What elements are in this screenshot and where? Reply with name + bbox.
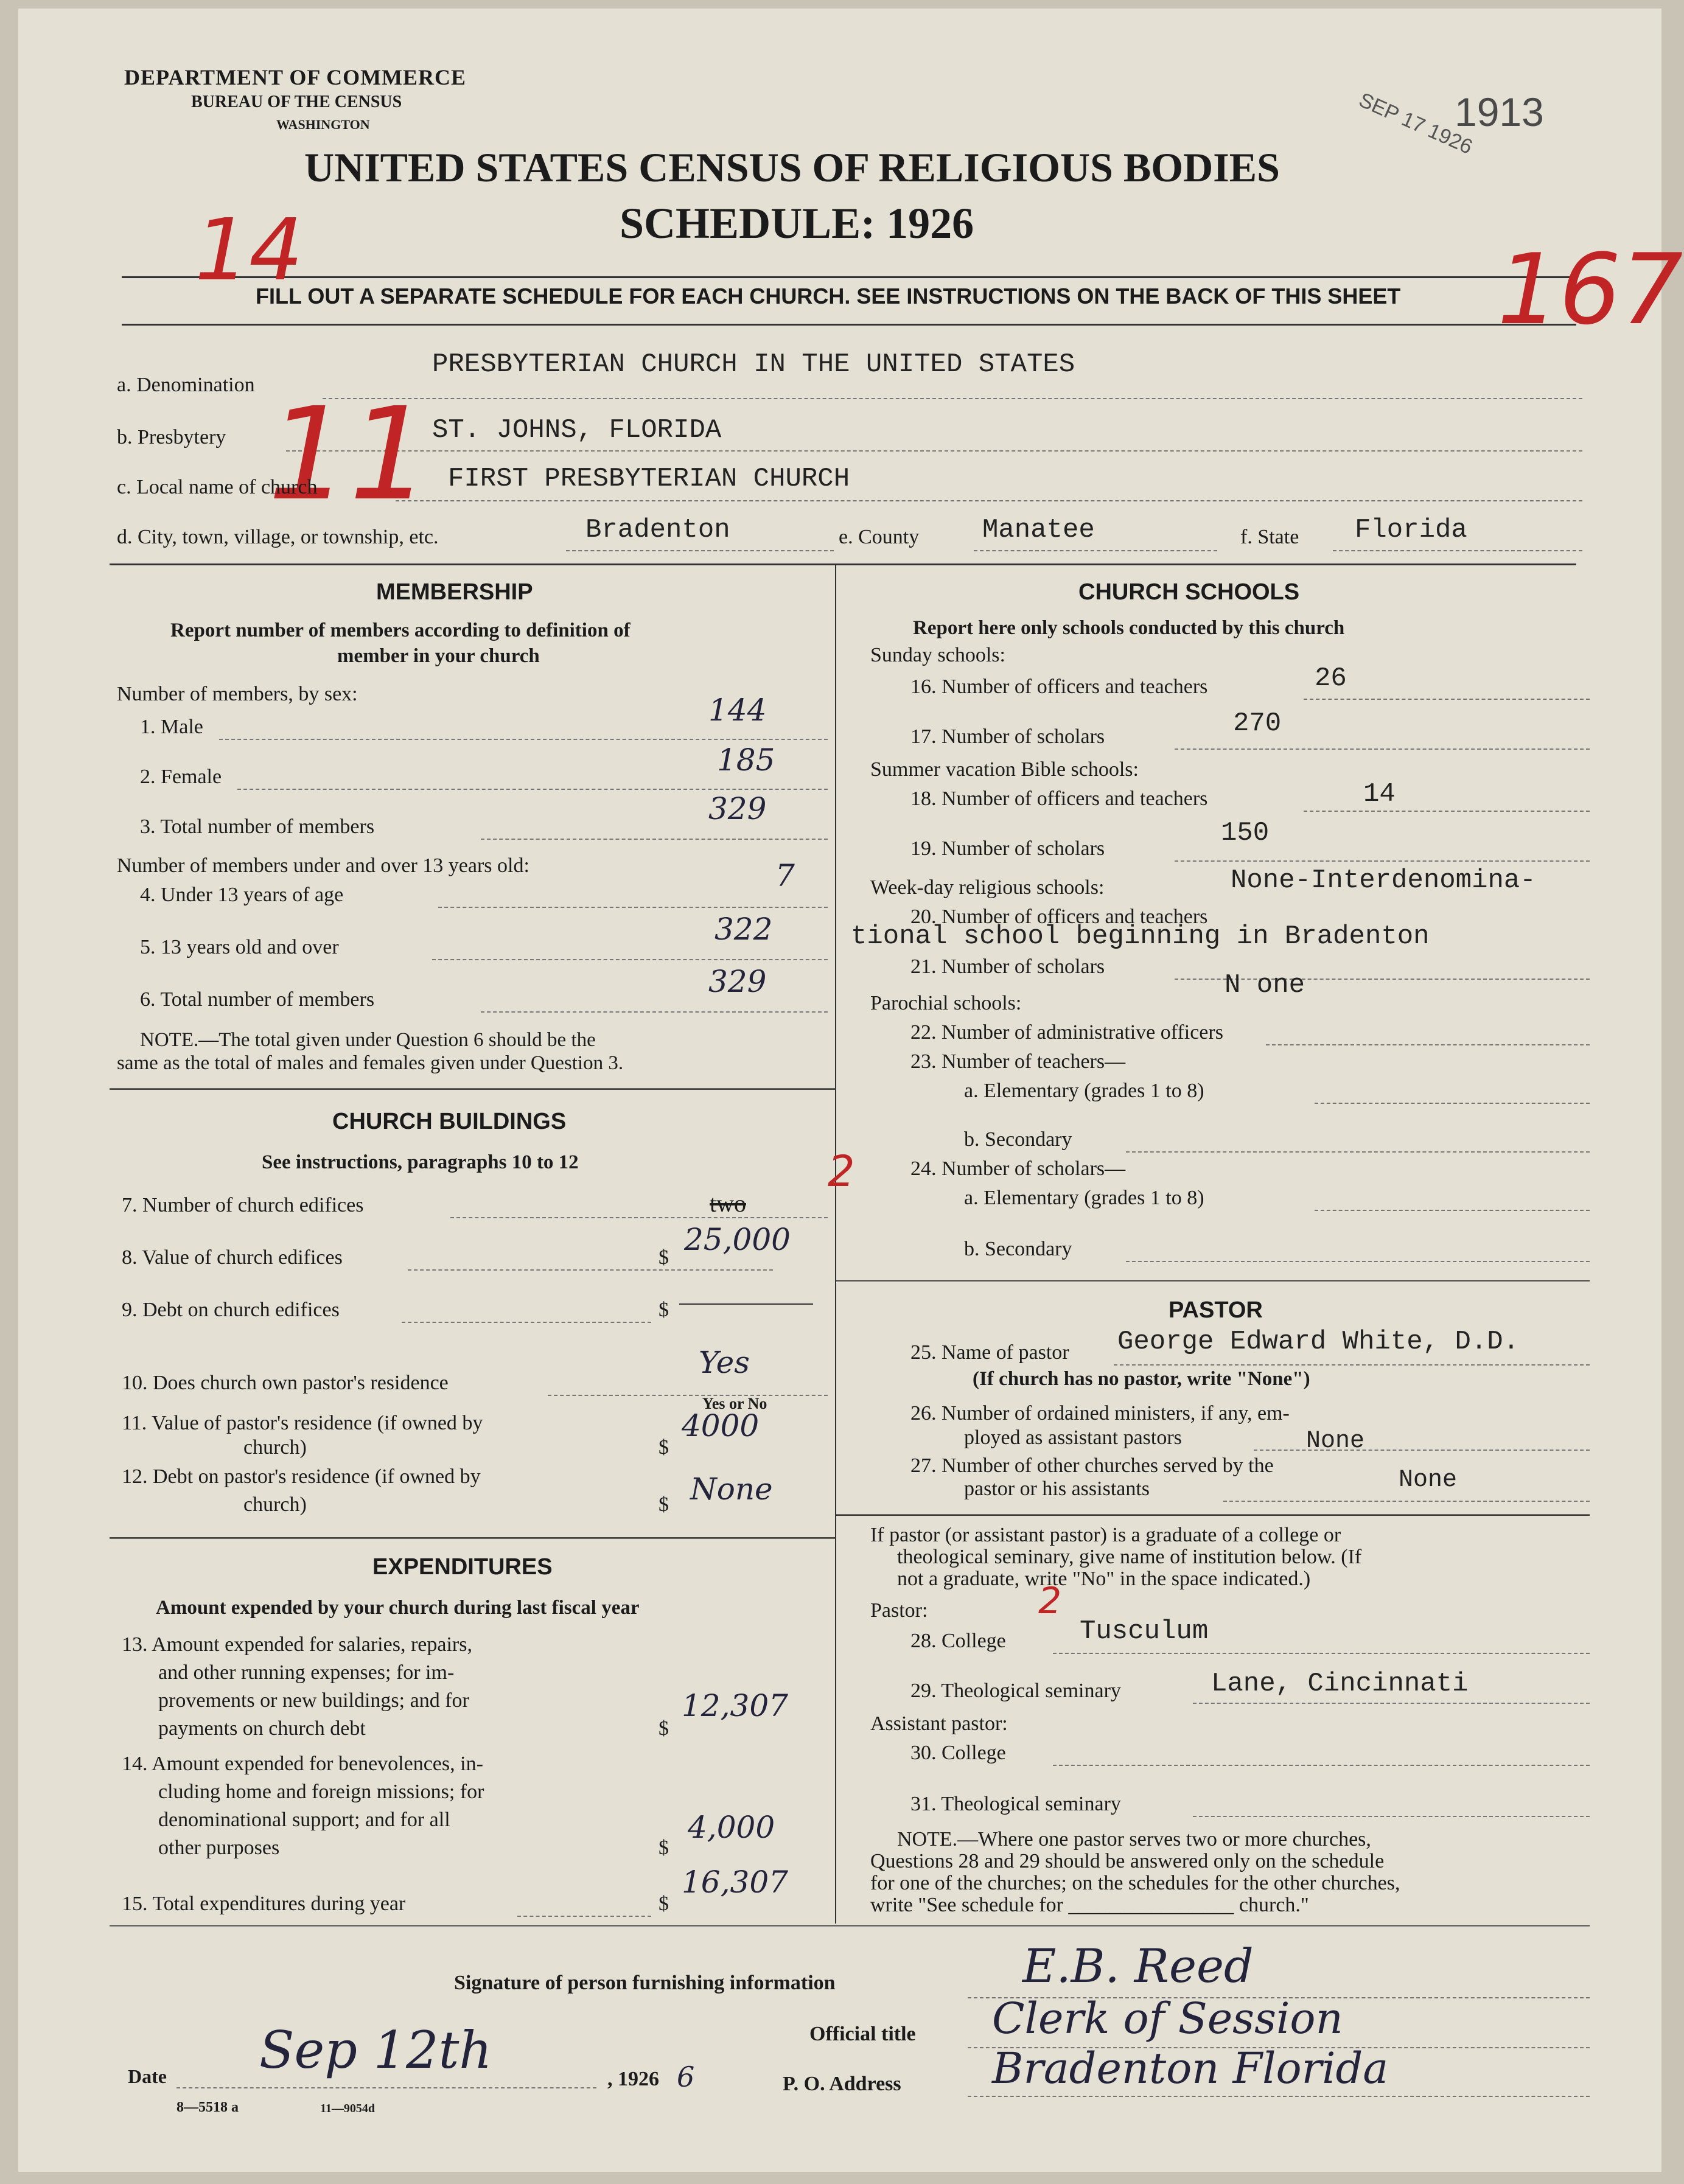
q8-value: 25,000 xyxy=(684,1222,791,1257)
form-number: 8—5518 a xyxy=(176,2099,239,2115)
q17-line xyxy=(1175,748,1590,750)
graduate-intro-1: If pastor (or assistant pastor) is a graduate of a college or xyxy=(870,1524,1341,1546)
q14-label-3: denominational support; and for all xyxy=(158,1809,450,1831)
pastor-heading: PASTOR xyxy=(1169,1297,1263,1323)
q11-label-2: church) xyxy=(243,1436,307,1459)
q27-line xyxy=(1223,1501,1590,1502)
schedule-title: SCHEDULE: 1926 xyxy=(620,199,974,248)
q26-line xyxy=(1254,1450,1590,1451)
q2-female-label: 2. Female xyxy=(140,766,222,788)
q4-under-13-value: 7 xyxy=(775,858,795,893)
q13-label-2: and other running expenses; for im- xyxy=(158,1661,455,1684)
q22-line xyxy=(1266,1044,1590,1045)
q2-line xyxy=(237,789,828,790)
q23-label: 23. Number of teachers— xyxy=(910,1050,1126,1073)
schools-rule xyxy=(835,1280,1590,1282)
q4-under-13-label: 4. Under 13 years of age xyxy=(140,884,344,906)
q14-label-2: cluding home and foreign missions; for xyxy=(158,1781,484,1803)
q21-label: 21. Number of scholars xyxy=(910,955,1105,978)
q4-line xyxy=(438,907,828,908)
bureau-city: WASHINGTON xyxy=(276,117,370,132)
q12-label-1: 12. Debt on pastor's residence (if owned by xyxy=(122,1465,481,1488)
q24b-label: b. Secondary xyxy=(964,1238,1072,1260)
q12-value: None xyxy=(690,1471,773,1507)
q15-value: 16,307 xyxy=(682,1865,788,1900)
pastor-note-4: write "See schedule for ________________ church." xyxy=(870,1894,1309,1916)
q18-label: 18. Number of officers and teachers xyxy=(910,787,1208,810)
denomination-value: PRESBYTERIAN CHURCH IN THE UNITED STATES xyxy=(432,349,1075,380)
print-number: 11—9054d xyxy=(320,2102,376,2115)
q11-value: 4000 xyxy=(682,1408,760,1443)
q10-residence-value: Yes xyxy=(699,1345,750,1380)
q6-total-value: 329 xyxy=(708,964,767,999)
q16-line xyxy=(1304,699,1590,700)
local-name-value: FIRST PRESBYTERIAN CHURCH xyxy=(448,464,850,494)
graduate-intro-3: not a graduate, write "No" in the space indicated.) xyxy=(897,1568,1311,1590)
q5-13-and-over-value: 322 xyxy=(714,912,773,947)
date-label: Date xyxy=(128,2065,167,2087)
red-annotation-right: 167 xyxy=(1497,232,1683,346)
q30-label: 30. College xyxy=(910,1742,1006,1764)
q19-line xyxy=(1175,860,1590,862)
pastor-note-3: for one of the churches; on the schedules for the other churches, xyxy=(870,1872,1400,1894)
q8-line xyxy=(408,1269,773,1271)
q25-value: George Edward White, D.D. xyxy=(1117,1327,1520,1357)
po-address-line xyxy=(968,2096,1590,2097)
signature-label: Signature of person furnishing information xyxy=(454,1972,836,1994)
expenditures-heading: EXPENDITURES xyxy=(372,1554,553,1580)
q16-value: 26 xyxy=(1315,663,1347,694)
q8-value-label: 8. Value of church edifices xyxy=(122,1246,343,1269)
date-value: Sep 12th xyxy=(259,2020,492,2080)
q14-dollar: $ xyxy=(659,1837,669,1859)
q17-value: 270 xyxy=(1233,708,1282,739)
graduate-intro-2: theological seminary, give name of institution below. (If xyxy=(897,1546,1362,1568)
q24b-line xyxy=(1126,1261,1590,1262)
official-title-label: Official title xyxy=(809,2023,916,2045)
q6-line xyxy=(481,1011,828,1013)
county-label: e. County xyxy=(839,526,920,548)
expenditures-intro: Amount expended by your church during last fiscal year xyxy=(156,1597,640,1619)
presbytery-label: b. Presbytery xyxy=(117,426,226,448)
q29-label: 29. Theological seminary xyxy=(910,1680,1121,1702)
membership-heading: MEMBERSHIP xyxy=(376,579,533,605)
q14-label-1: 14. Amount expended for benevolences, in- xyxy=(122,1753,483,1775)
q13-dollar: $ xyxy=(659,1717,669,1740)
membership-intro-2: member in your church xyxy=(337,645,540,667)
presbytery-line xyxy=(286,450,1582,452)
city-line xyxy=(566,550,834,551)
q7-struck-value: two xyxy=(710,1190,746,1217)
city-label: d. City, town, village, or township, etc. xyxy=(117,526,439,548)
q5-line xyxy=(432,959,828,960)
q9-debt-label: 9. Debt on church edifices xyxy=(122,1299,340,1321)
q6-total-label: 6. Total number of members xyxy=(140,988,375,1011)
q25-hint: (If church has no pastor, write "None") xyxy=(973,1368,1310,1390)
stamp-number: 1913 xyxy=(1455,89,1544,134)
official-title-value: Clerk of Session xyxy=(992,1994,1343,2043)
local-name-label: c. Local name of church xyxy=(117,476,318,498)
q22-label: 22. Number of administrative officers xyxy=(910,1021,1223,1044)
pastor-note-2: Questions 28 and 29 should be answered only on the schedule xyxy=(870,1850,1385,1872)
q3-line xyxy=(481,839,828,840)
q12-dollar: $ xyxy=(659,1493,669,1516)
membership-note-2: same as the total of males and females given under Question 3. xyxy=(117,1052,624,1074)
q27-label-2: pastor or his assistants xyxy=(964,1478,1150,1500)
q5-13-and-over-label: 5. 13 years old and over xyxy=(140,936,339,958)
presbytery-value: ST. JOHNS, FLORIDA xyxy=(432,415,722,445)
date-year-handwritten: 6 xyxy=(677,2060,695,2093)
q27-value: None xyxy=(1399,1467,1458,1494)
po-address-label: P. O. Address xyxy=(783,2073,901,2095)
q26-label-2: ployed as assistant pastors xyxy=(964,1426,1182,1449)
q23a-label: a. Elementary (grades 1 to 8) xyxy=(964,1080,1204,1102)
q15-dollar: $ xyxy=(659,1893,669,1915)
q9-dash-value xyxy=(679,1303,813,1305)
received-date-stamp: SEP 17 1926 xyxy=(1355,88,1476,159)
members-by-age-label: Number of members under and over 13 years old: xyxy=(117,854,529,877)
pastor-rule xyxy=(835,1514,1590,1516)
city-value: Bradenton xyxy=(585,515,730,545)
q9-dollar: $ xyxy=(659,1299,669,1321)
q23b-label: b. Secondary xyxy=(964,1128,1072,1151)
weekday-schools-label: Week-day religious schools: xyxy=(870,876,1105,899)
red-annotation-denomination: 11 xyxy=(268,380,431,529)
fill-out-instruction: FILL OUT A SEPARATE SCHEDULE FOR EACH CHURCH. SEE INSTRUCTIONS ON THE BACK OF THIS SHEET xyxy=(256,284,1401,309)
membership-rule xyxy=(110,1088,835,1090)
pastor-note-1: NOTE.—Where one pastor serves two or more churches, xyxy=(897,1828,1371,1851)
q7-line xyxy=(450,1217,828,1218)
q9-line xyxy=(402,1322,651,1323)
q10-hint: Yes or No xyxy=(702,1395,767,1412)
buildings-rule xyxy=(110,1537,835,1539)
q8-dollar: $ xyxy=(659,1246,669,1269)
column-divider xyxy=(835,563,836,1924)
header-rule-bottom xyxy=(122,324,1576,326)
weekday-value-1: None-Interdenomina- xyxy=(1231,865,1536,896)
q17-label: 17. Number of scholars xyxy=(910,725,1105,748)
date-line xyxy=(176,2087,596,2088)
q12-label-2: church) xyxy=(243,1493,307,1516)
header-rule-top xyxy=(122,276,1576,278)
membership-note-1: NOTE.—The total given under Question 6 should be the xyxy=(140,1029,596,1051)
q28-label: 28. College xyxy=(910,1630,1006,1652)
county-value: Manatee xyxy=(982,515,1095,545)
sunday-schools-label: Sunday schools: xyxy=(870,644,1005,666)
state-line xyxy=(1333,550,1582,551)
buildings-heading: CHURCH BUILDINGS xyxy=(332,1109,567,1134)
date-year: , 1926 xyxy=(607,2068,659,2090)
q31-line xyxy=(1193,1816,1590,1817)
q26-label-1: 26. Number of ordained ministers, if any, em- xyxy=(910,1402,1290,1425)
q2-female-value: 185 xyxy=(717,742,775,778)
q1-line xyxy=(219,739,828,740)
schools-intro: Report here only schools conducted by this church xyxy=(913,617,1345,639)
red-annotation-left: 14 xyxy=(195,201,304,300)
q13-label-4: payments on church debt xyxy=(158,1717,366,1740)
members-by-sex-label: Number of members, by sex: xyxy=(117,683,358,705)
parochial-schools-label: Parochial schools: xyxy=(870,992,1022,1014)
q15-line xyxy=(517,1916,651,1917)
assistant-pastor-subheading: Assistant pastor: xyxy=(870,1712,1008,1735)
q18-line xyxy=(1304,811,1590,812)
q11-dollar: $ xyxy=(659,1436,669,1459)
q13-label-1: 13. Amount expended for salaries, repairs, xyxy=(122,1633,472,1656)
census-schedule-sheet xyxy=(18,9,1683,2172)
q31-label: 31. Theological seminary xyxy=(910,1793,1121,1815)
denomination-label: a. Denomination xyxy=(117,374,255,396)
q13-label-3: provements or new buildings; and for xyxy=(158,1689,469,1712)
q26-value: None xyxy=(1306,1428,1365,1455)
q30-line xyxy=(1053,1765,1590,1766)
q25-line xyxy=(1114,1364,1590,1366)
q1-male-value: 144 xyxy=(708,693,767,728)
q7-edifices-value: 2 xyxy=(828,1146,855,1196)
q19-value: 150 xyxy=(1221,818,1270,848)
q24a-label: a. Elementary (grades 1 to 8) xyxy=(964,1187,1204,1209)
bureau-name: BUREAU OF THE CENSUS xyxy=(191,92,402,111)
q13-value: 12,307 xyxy=(682,1688,788,1723)
summer-schools-label: Summer vacation Bible schools: xyxy=(870,758,1139,781)
q1-male-label: 1. Male xyxy=(140,716,203,738)
weekday-value-2: tional school beginning in Bradenton xyxy=(851,921,1430,952)
q15-label: 15. Total expenditures during year xyxy=(122,1893,406,1915)
q10-line xyxy=(548,1395,828,1396)
membership-intro-1: Report number of members according to definition of xyxy=(170,619,631,641)
q21-value: N one xyxy=(1225,970,1305,1000)
q3-total-label: 3. Total number of members xyxy=(140,815,375,838)
footer-rule xyxy=(110,1925,1590,1927)
red-annotation-pastor: 2 xyxy=(1038,1580,1062,1622)
state-label: f. State xyxy=(1240,526,1299,548)
q19-label: 19. Number of scholars xyxy=(910,837,1105,860)
schools-heading: CHURCH SCHOOLS xyxy=(1078,579,1300,605)
section-rule xyxy=(110,563,1576,565)
q16-label: 16. Number of officers and teachers xyxy=(910,675,1208,698)
q28-line xyxy=(1053,1653,1590,1654)
q14-value: 4,000 xyxy=(688,1810,775,1845)
county-line xyxy=(974,550,1217,551)
q23a-line xyxy=(1315,1103,1590,1104)
buildings-intro: See instructions, paragraphs 10 to 12 xyxy=(262,1151,579,1173)
q18-value: 14 xyxy=(1363,779,1396,809)
pastor-subheading: Pastor: xyxy=(870,1599,928,1622)
signature-value: E.B. Reed xyxy=(1022,1939,1254,1993)
q23b-line xyxy=(1126,1151,1590,1153)
q24-label: 24. Number of scholars— xyxy=(910,1157,1126,1180)
q29-line xyxy=(1193,1703,1590,1704)
q25-label: 25. Name of pastor xyxy=(910,1341,1069,1364)
q14-label-4: other purposes xyxy=(158,1837,280,1859)
state-value: Florida xyxy=(1355,515,1467,545)
department-name: DEPARTMENT OF COMMERCE xyxy=(124,65,467,89)
q28-value: Tusculum xyxy=(1080,1616,1209,1647)
local-name-line xyxy=(396,500,1582,501)
q7-edifices-label: 7. Number of church edifices xyxy=(122,1194,364,1216)
form-title: UNITED STATES CENSUS OF RELIGIOUS BODIES xyxy=(304,144,1280,190)
q3-total-value: 329 xyxy=(708,791,767,826)
q29-value: Lane, Cincinnati xyxy=(1211,1669,1469,1699)
q27-label-1: 27. Number of other churches served by the xyxy=(910,1454,1274,1477)
q10-residence-label: 10. Does church own pastor's residence xyxy=(122,1372,449,1394)
denomination-line xyxy=(323,398,1582,399)
q20-label: 20. Number of officers and teachers xyxy=(910,905,1208,928)
q24a-line xyxy=(1315,1210,1590,1211)
q11-label-1: 11. Value of pastor's residence (if owned by xyxy=(122,1412,483,1434)
po-address-value: Bradenton Florida xyxy=(992,2043,1389,2093)
